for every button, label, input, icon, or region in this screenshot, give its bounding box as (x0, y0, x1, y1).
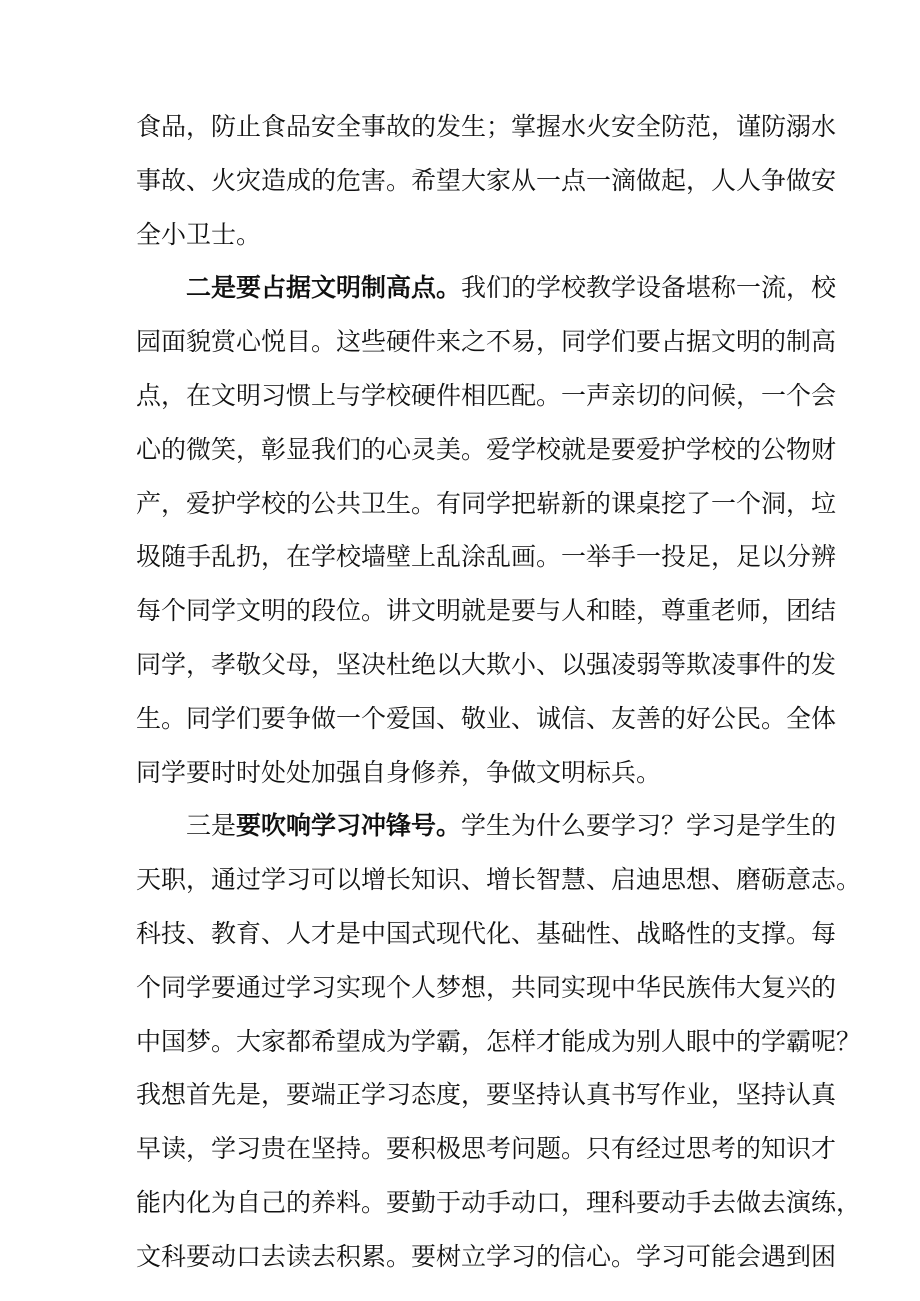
paragraph-heading: 要吹响学习冲锋号。 (236, 811, 462, 841)
text-line: 全小卫士。 (136, 219, 262, 249)
text-line: 同学，孝敬父母，坚决杜绝以大欺小、以强凌弱等欺凌事件的发 (136, 649, 837, 679)
paragraph-first-line (136, 799, 837, 853)
text-line: 事故、火灾造成的危害。希望大家从一点一滴做起，人人争做安 (136, 165, 837, 195)
paragraph-safety (136, 100, 837, 261)
text-line: 个同学要通过学习实现个人梦想，共同实现中华民族伟大复兴的 (136, 972, 837, 1002)
text-line: 文科要动口去读去积累。要树立学习的信心。学习可能会遇到困 (136, 1241, 837, 1271)
text-line: 每个同学文明的段位。讲文明就是要与人和睦，尊重老师，团结 (136, 596, 837, 626)
text-line: 生。同学们要争做一个爱国、敬业、诚信、友善的好公民。全体 (136, 703, 837, 733)
text-line: 早读，学习贵在坚持。要积极思考问题。只有经过思考的知识才 (136, 1134, 837, 1164)
text-line: 科技、教育、人才是中国式现代化、基础性、战略性的支撑。每 (136, 918, 837, 948)
text-line: 园面貌赏心悦目。这些硬件来之不易，同学们要占据文明的制高 (136, 327, 837, 357)
text-line: 食品，防止食品安全事故的发生；掌握水火安全防范，谨防溺水 (136, 112, 837, 141)
text-line: 点，在文明习惯上与学校硬件相匹配。一声亲切的问候，一个会 (136, 380, 837, 410)
text-run: 我们的学校教学设备堪称一流，校 (461, 273, 837, 303)
document-body (136, 100, 862, 1284)
text-line: 同学要时时处处加强自身修养，争做文明标兵。 (136, 757, 662, 787)
text-line: 天职，通过学习可以增长知识、增长智慧、启迪思想、磨砺意志。 (136, 865, 862, 895)
paragraph-study (136, 799, 862, 1283)
text-line: 中国梦。大家都希望成为学霸，怎样才能成为别人眼中的学霸呢？ (136, 1026, 862, 1056)
text-line: 心的微笑，彰显我们的心灵美。爱学校就是要爱护学校的公物财 (136, 434, 837, 464)
text-run: 三是 (186, 811, 237, 841)
paragraph-civility (136, 261, 837, 799)
text-run: 学生为什么要学习？学习是学生的 (461, 811, 837, 841)
text-line: 能内化为自己的养料。要勤于动手动口，理科要动手去做去演练， (136, 1187, 862, 1217)
paragraph-first-line (136, 261, 837, 315)
paragraph-heading: 二是要占据文明制高点。 (186, 273, 462, 303)
text-line: 圾随手乱扔，在学校墙壁上乱涂乱画。一举手一投足，足以分辨 (136, 542, 837, 572)
text-line: 产，爱护学校的公共卫生。有同学把崭新的课桌挖了一个洞，垃 (136, 488, 837, 518)
text-line: 我想首先是，要端正学习态度，要坚持认真书写作业，坚持认真 (136, 1080, 837, 1110)
